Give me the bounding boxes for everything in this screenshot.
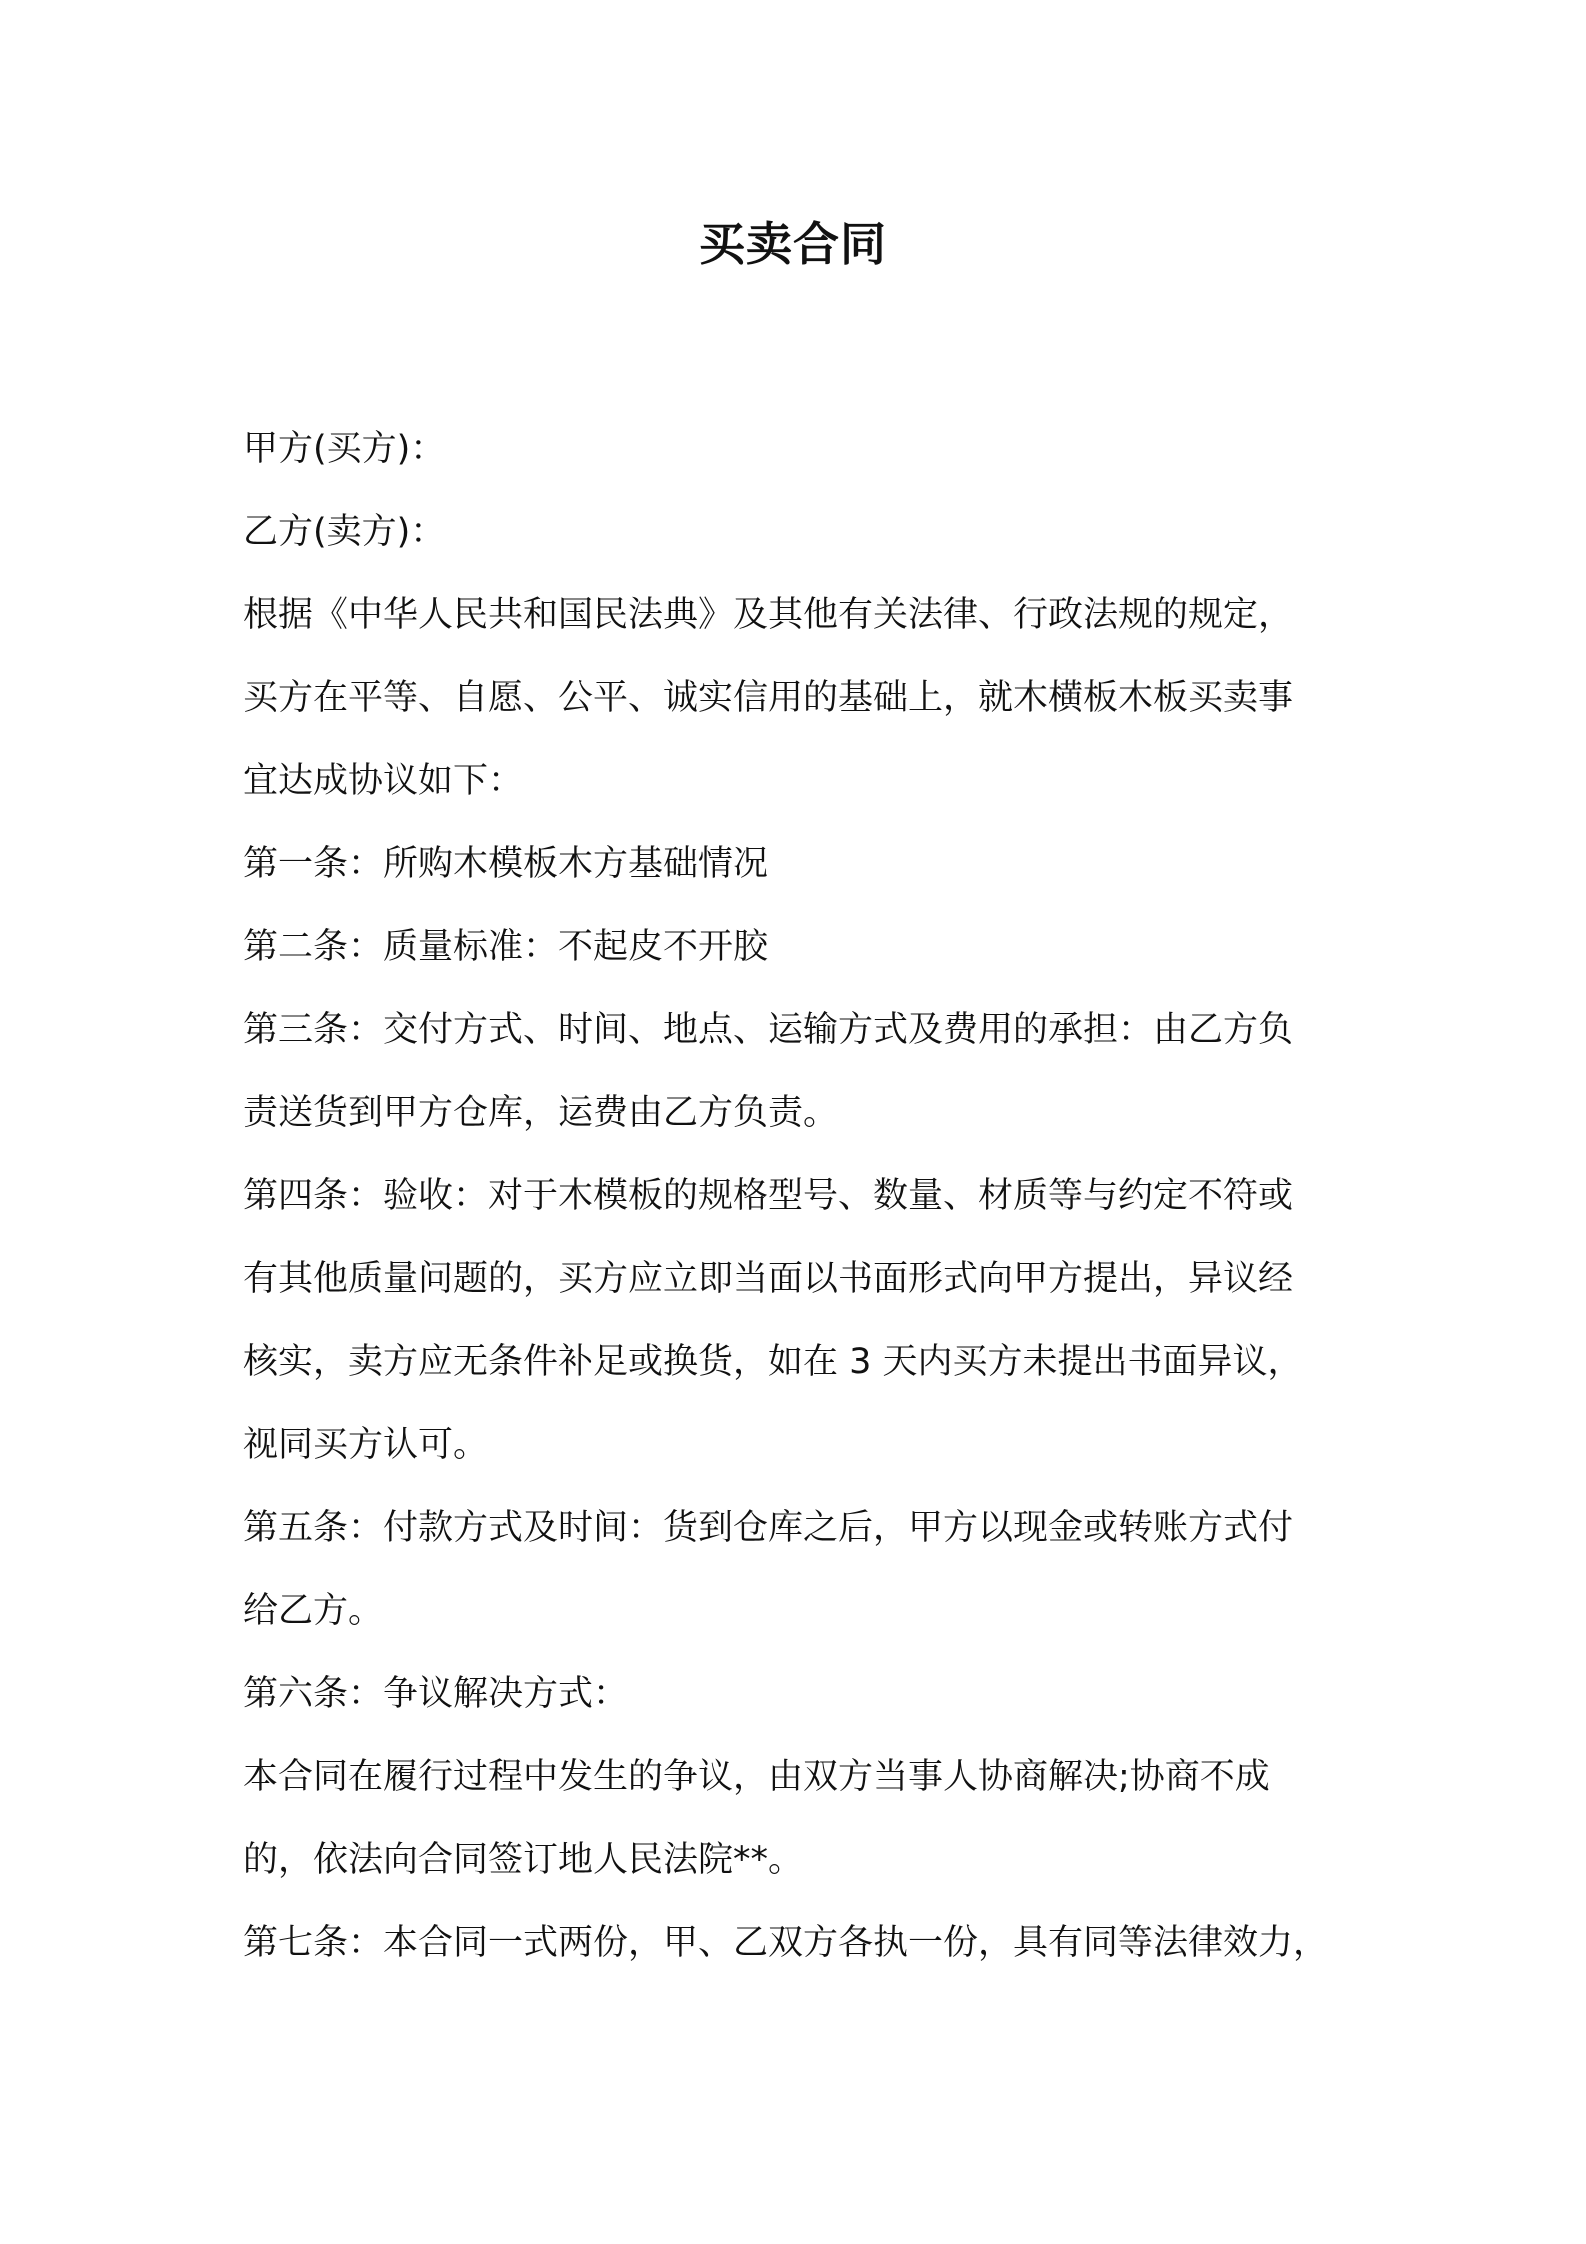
article-4-line-1: 第四条：验收：对于木模板的规格型号、数量、材质等与约定不符或: [243, 1176, 1294, 1216]
preamble-line-3: 宜达成协议如下：: [243, 761, 524, 801]
preamble-line-1: 根据《中华人民共和国民法典》及其他有关法律、行政法规的规定，: [243, 595, 1294, 635]
article-7-line: 第七条：本合同一式两份，甲、乙双方各执一份，具有同等法律效力，: [243, 1923, 1329, 1963]
document-title: 买卖合同: [699, 217, 887, 271]
dispute-line-1: 本合同在履行过程中发生的争议，由双方当事人协商解决;协商不成: [243, 1757, 1270, 1797]
article-4-line-3: 核实，卖方应无条件补足或换货，如在 3 天内买方未提出书面异议，: [243, 1342, 1303, 1382]
article-5-line-2: 给乙方。: [243, 1591, 384, 1631]
contract-body: [243, 408, 1363, 1985]
article-2-line: 第二条：质量标准：不起皮不开胶: [243, 927, 769, 967]
party-b-line: 乙方(卖方)：: [243, 512, 446, 552]
article-4-line-2: 有其他质量问题的，买方应立即当面以书面形式向甲方提出，异议经: [243, 1259, 1294, 1299]
article-5-line-1: 第五条：付款方式及时间：货到仓库之后，甲方以现金或转账方式付: [243, 1508, 1294, 1548]
article-3-line-1: 第三条：交付方式、时间、地点、运输方式及费用的承担：由乙方负: [243, 1010, 1294, 1050]
article-3-line-2: 责送货到甲方仓库，运费由乙方负责。: [243, 1093, 839, 1133]
article-4-line-4: 视同买方认可。: [243, 1425, 489, 1465]
article-6-line: 第六条：争议解决方式：: [243, 1674, 629, 1714]
party-a-line: 甲方(买方)：: [243, 429, 446, 469]
dispute-line-2: 的，依法向合同签订地人民法院**。: [243, 1840, 804, 1880]
preamble-line-2: 买方在平等、自愿、公平、诚实信用的基础上，就木横板木板买卖事: [243, 678, 1294, 718]
article-1-line: 第一条：所购木模板木方基础情况: [243, 844, 769, 884]
